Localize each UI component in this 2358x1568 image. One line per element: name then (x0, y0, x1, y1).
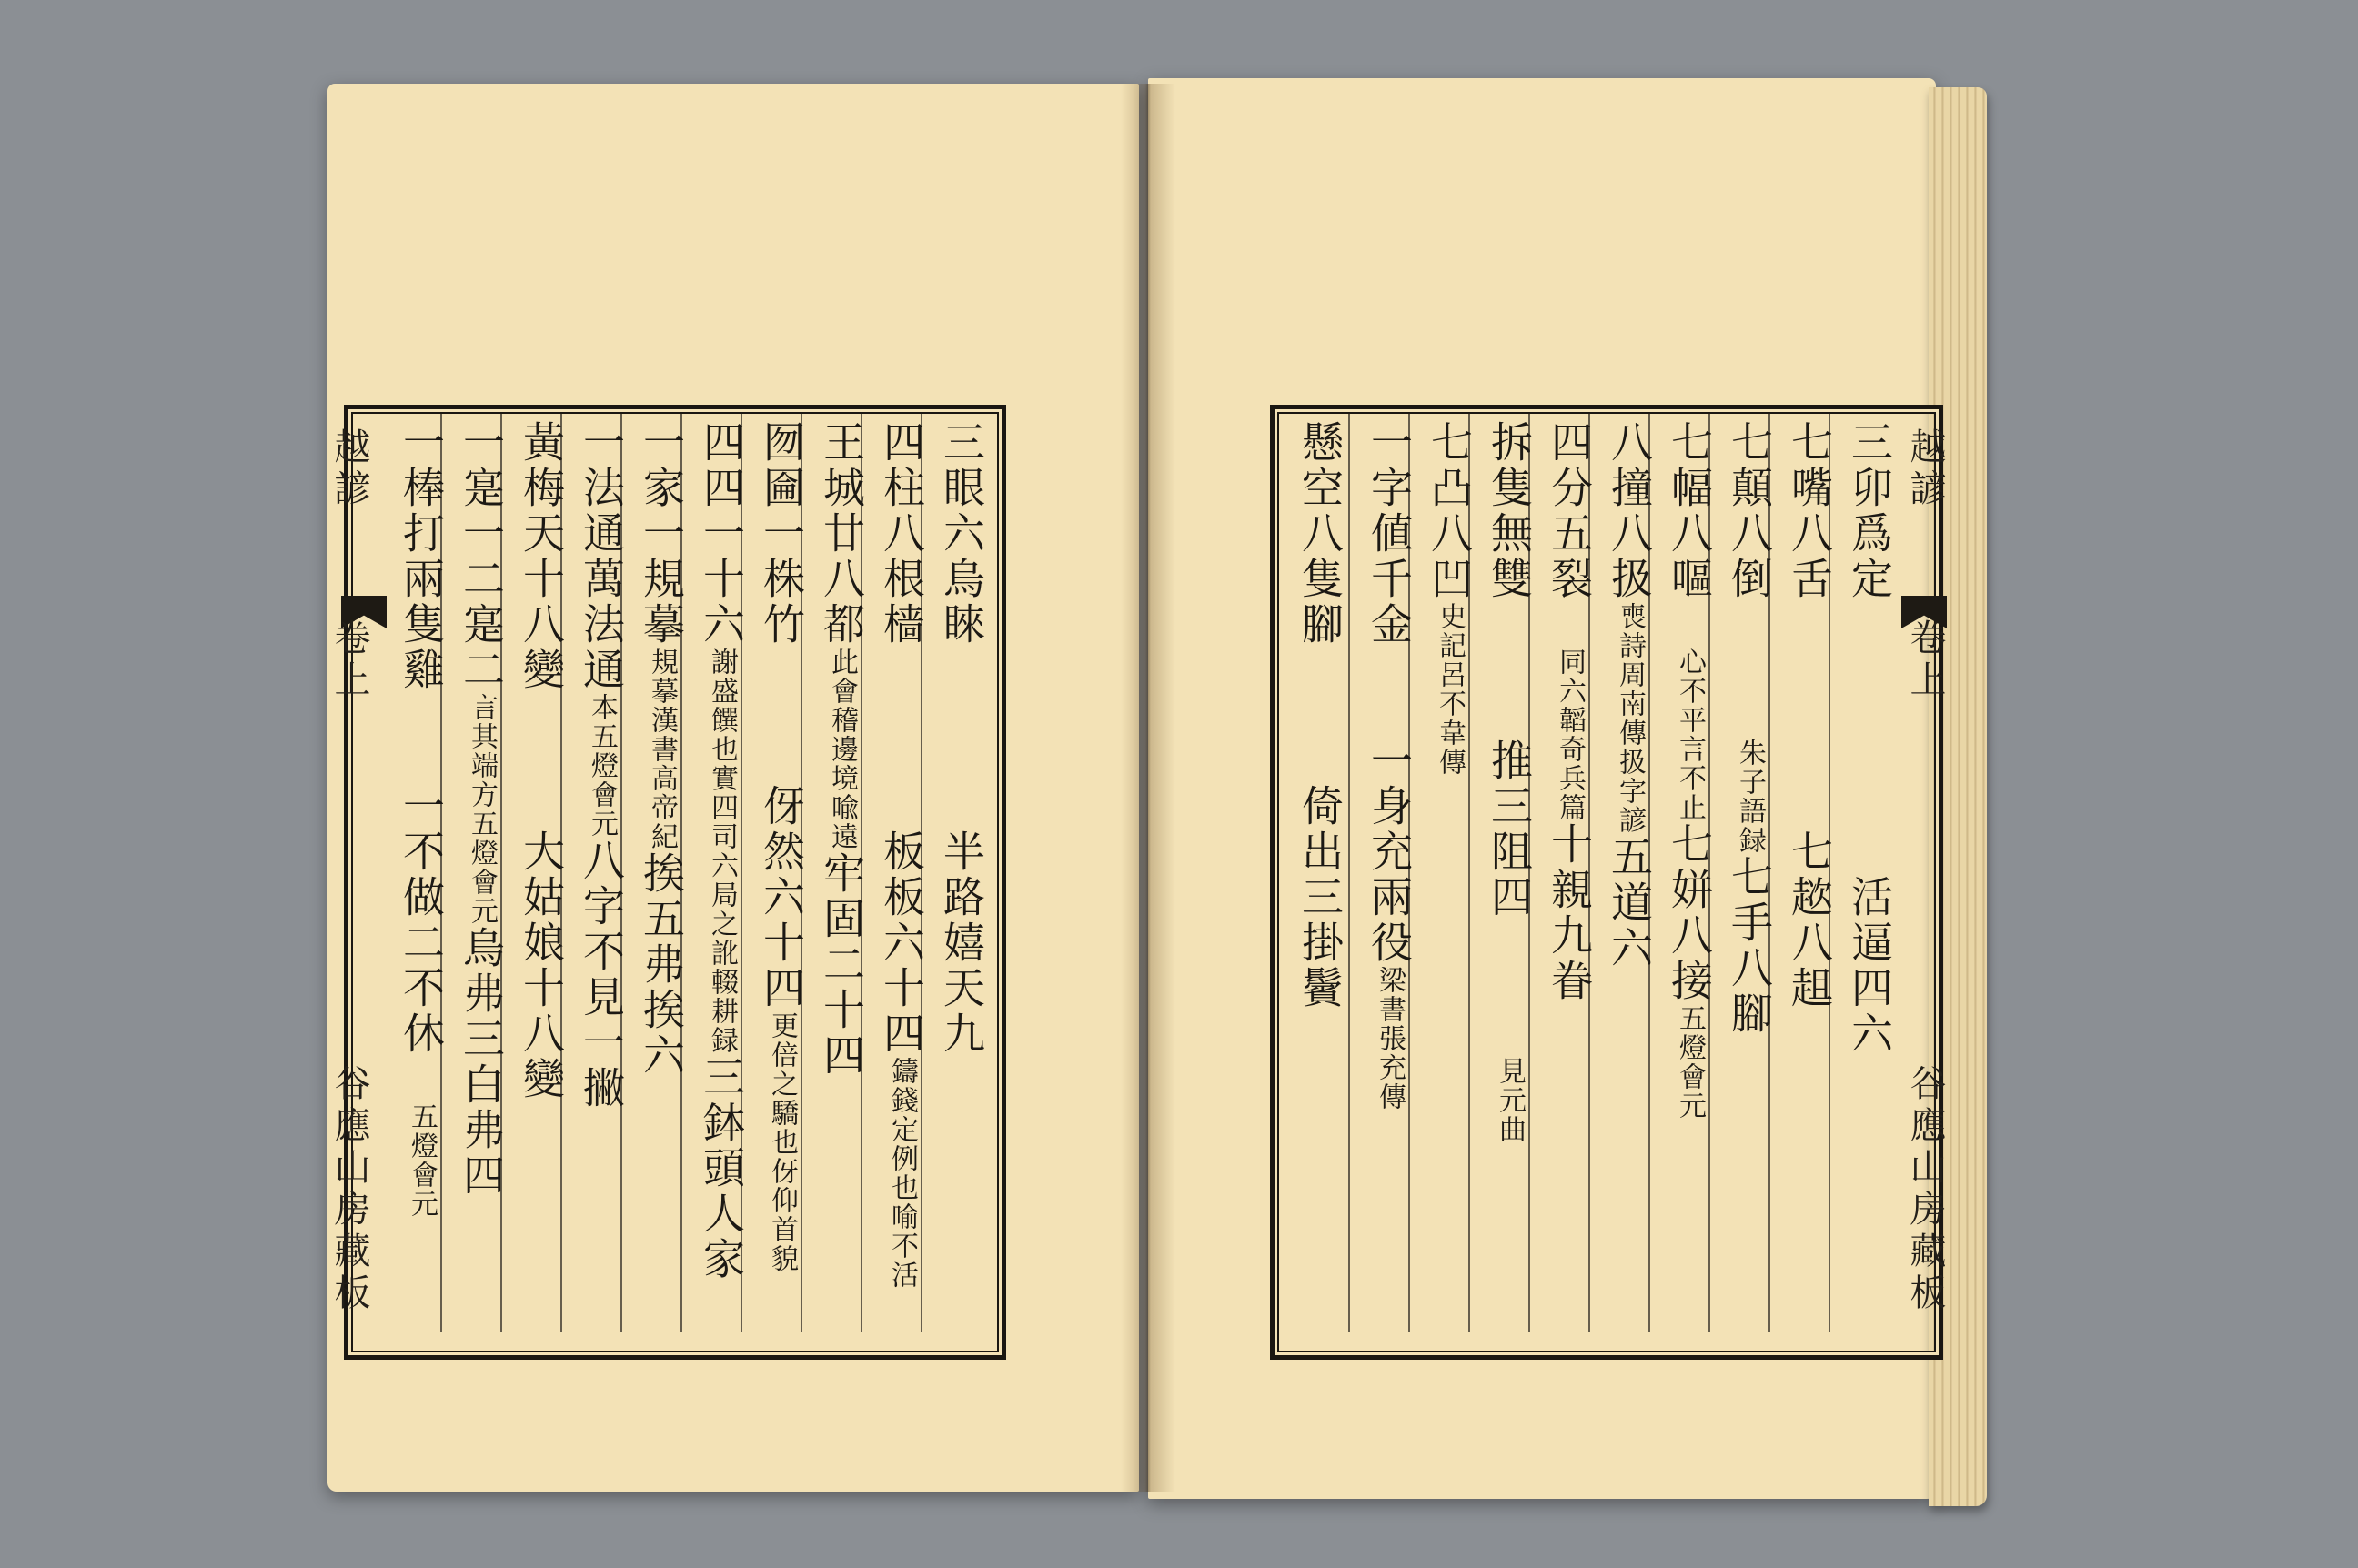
left-col-4-main: 囫圇一株竹 (757, 420, 806, 648)
left-col-2-main2: 板板六十四 (877, 829, 926, 1057)
right-col-8 (1421, 420, 1477, 1330)
right-col-10-main2: 倚出三掛鬢 (1295, 784, 1345, 1011)
left-col-5-main: 四四一十六 (697, 420, 746, 648)
right-col-5-main2: 五道六 (1605, 835, 1654, 971)
right-col-1-main2: 活逼四六 (1845, 875, 1894, 1057)
left-margin-title: 越諺 (328, 427, 370, 511)
left-col-7-main2: 八字不見一撇 (577, 839, 626, 1111)
right-rule (1348, 414, 1350, 1332)
right-col-1-main: 三卯爲定 (1845, 420, 1894, 602)
book-gutter (1121, 84, 1175, 1492)
right-col-4 (1661, 420, 1718, 1330)
right-col-3 (1721, 420, 1778, 1330)
right-col-4-main: 七幅八嘔 (1665, 420, 1714, 602)
right-col-6-note: 同六韜奇兵篇 (1554, 648, 1586, 822)
right-col-4-note: 心不平言不止 (1674, 648, 1706, 822)
left-col-10 (393, 420, 449, 1330)
left-col-6-note: 規摹漢書高帝紀 (646, 648, 678, 851)
right-col-10-main: 懸空八隻腳 (1295, 420, 1345, 648)
left-col-5-note: 謝盛饌也實四司六局之訛輟耕録 (706, 648, 738, 1055)
left-col-9-note: 言其端方五燈會元 (466, 693, 498, 926)
left-margin-juan: 卷上 (328, 618, 370, 702)
left-col-2-note: 鑄錢定例也喻不活 (886, 1057, 918, 1290)
right-col-2-main2: 七趑八趄 (1785, 829, 1834, 1011)
left-col-2 (873, 420, 930, 1330)
left-col-1-main2: 半路嬉天九 (937, 829, 986, 1057)
right-col-7-main: 拆隻無雙 (1485, 420, 1534, 602)
left-col-4 (753, 420, 810, 1330)
left-col-10-main: 一棒打兩隻雞 (397, 420, 446, 693)
left-col-8-main2: 大姑娘十八變 (517, 829, 566, 1102)
right-col-6 (1541, 420, 1597, 1330)
left-margin-publisher: 谷應山房藏板 (328, 1064, 370, 1315)
right-col-6-main2: 十親九眷 (1545, 822, 1594, 1004)
right-col-6-main: 四分五裂 (1545, 420, 1594, 602)
right-margin-publisher: 谷應山房藏板 (1904, 1064, 1946, 1315)
left-col-10-note: 五燈會元 (406, 1102, 438, 1219)
right-col-2-main: 七嘴八舌 (1785, 420, 1834, 602)
left-col-1-main: 三眼六烏睞 (937, 420, 986, 648)
right-col-5-main: 八撞八扱 (1605, 420, 1654, 602)
right-col-9-main: 一字値千金 (1365, 420, 1414, 648)
left-col-3-main2: 牢固二十四 (817, 851, 866, 1079)
right-col-4-note2: 五燈會元 (1674, 1004, 1706, 1121)
right-col-3-main: 七顛八倒 (1725, 420, 1774, 602)
left-col-8 (513, 420, 569, 1330)
left-col-8-main: 黃梅天十八變 (517, 420, 566, 693)
right-col-7 (1481, 420, 1537, 1330)
left-col-10-main2: 一不做二不休 (397, 784, 446, 1057)
left-col-9-main: 一寔一二寔二 (457, 420, 506, 693)
left-col-9-main2: 烏弗三白弗四 (457, 926, 506, 1199)
right-col-5 (1601, 420, 1658, 1330)
right-col-4-main2: 七姘八接 (1665, 822, 1714, 1004)
right-col-7-main2: 推三阻四 (1485, 739, 1534, 920)
right-margin-juan: 卷上 (1904, 618, 1946, 702)
right-col-2 (1781, 420, 1838, 1330)
right-col-9-note: 梁書張充傳 (1374, 966, 1406, 1111)
right-col-5-note: 喪詩周南傳扱字諺 (1614, 602, 1646, 835)
right-margin-title: 越諺 (1904, 427, 1946, 511)
left-col-6 (633, 420, 690, 1330)
left-col-2-main: 四柱八根樯 (877, 420, 926, 648)
left-col-3-note: 此會稽邊境喩遠 (826, 648, 858, 851)
left-col-4-note: 更倍之驕也伢仰首貌 (766, 1011, 798, 1273)
left-col-9 (453, 420, 509, 1330)
left-col-3 (813, 420, 870, 1330)
left-col-7-note: 本五燈會元 (586, 693, 618, 839)
right-col-9-main2: 一身充兩役 (1365, 739, 1414, 966)
left-col-7-main: 一法通萬法通 (577, 420, 626, 693)
right-col-3-note: 朱子語録 (1734, 739, 1766, 855)
left-col-6-main2: 挨五弗挨六 (637, 851, 686, 1079)
right-col-7-note: 見元曲 (1494, 1057, 1526, 1144)
left-col-1 (933, 420, 990, 1330)
right-col-3-main2: 七手八腳 (1725, 855, 1774, 1037)
right-col-8-note: 史記呂不韋傳 (1434, 602, 1466, 777)
right-col-8-main: 七凸八凹 (1425, 420, 1474, 602)
left-col-3-main: 王城廿八都 (817, 420, 866, 648)
left-col-4-main2: 伢然六十四 (757, 784, 806, 1011)
left-col-7 (573, 420, 630, 1330)
left-col-6-main: 一家一規摹 (637, 420, 686, 648)
left-col-5-main2: 三鉢頭人家 (697, 1055, 746, 1282)
right-col-9 (1361, 420, 1417, 1330)
left-col-5 (693, 420, 750, 1330)
right-col-1 (1841, 420, 1898, 1330)
right-col-10 (1292, 420, 1348, 1330)
